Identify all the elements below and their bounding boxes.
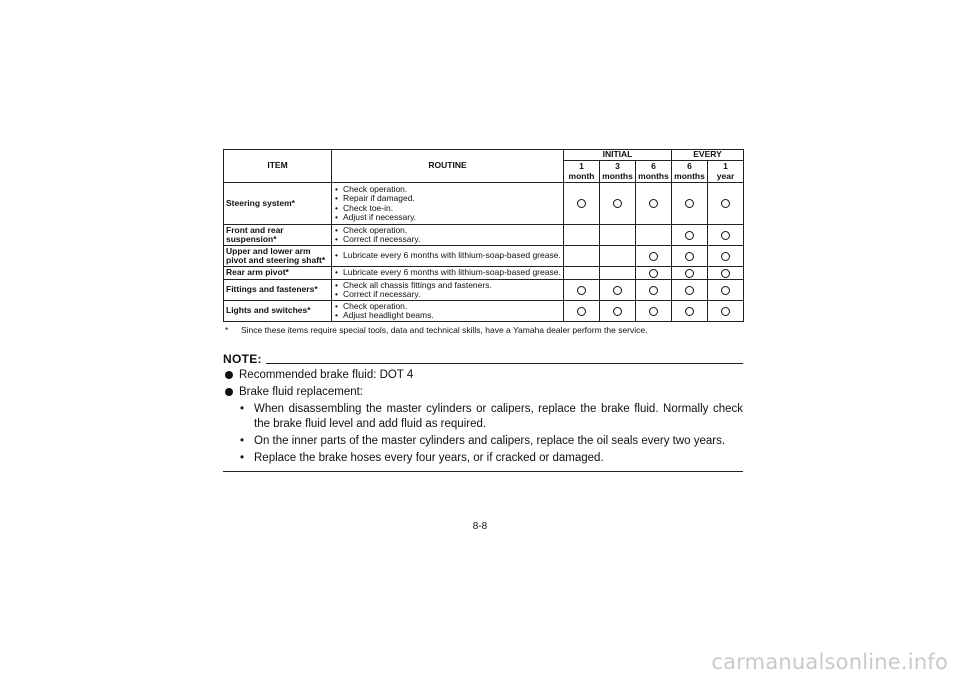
maintenance-table bbox=[223, 149, 744, 322]
table-row bbox=[224, 225, 744, 246]
note-bullet: Brake fluid replacement: bbox=[223, 385, 743, 400]
routine-cell bbox=[332, 225, 564, 246]
item-cell: Front and rear suspension* bbox=[224, 225, 332, 246]
header-interval: 3 months bbox=[600, 161, 636, 183]
circle-mark-icon bbox=[613, 199, 622, 208]
interval-cell bbox=[564, 280, 600, 301]
item-cell: Upper and lower arm pivot and steering shaft* bbox=[224, 246, 332, 267]
circle-mark-icon bbox=[577, 286, 586, 295]
interval-cell bbox=[636, 267, 672, 280]
interval-cell bbox=[600, 267, 636, 280]
circle-mark-icon bbox=[721, 231, 730, 240]
header-interval: 1 month bbox=[564, 161, 600, 183]
routine-step: • Correct if necessary. bbox=[334, 290, 561, 299]
circle-mark-icon bbox=[721, 252, 730, 261]
note-sub-bullet: • Replace the brake hoses every four years, or if cracked or damaged. bbox=[240, 452, 604, 464]
bullet-dot-icon bbox=[225, 371, 233, 379]
circle-mark-icon bbox=[577, 307, 586, 316]
circle-mark-icon bbox=[649, 269, 658, 278]
circle-mark-icon bbox=[577, 199, 586, 208]
interval-cell bbox=[708, 225, 744, 246]
circle-mark-icon bbox=[685, 252, 694, 261]
interval-cell bbox=[708, 183, 744, 225]
interval-cell bbox=[600, 183, 636, 225]
interval-cell bbox=[600, 225, 636, 246]
note-sub-bullet: • On the inner parts of the master cylinders and calipers, replace the oil seals every two years. bbox=[240, 435, 726, 447]
interval-cell bbox=[672, 225, 708, 246]
circle-mark-icon bbox=[721, 199, 730, 208]
circle-mark-icon bbox=[649, 286, 658, 295]
routine-cell bbox=[332, 267, 564, 280]
interval-cell bbox=[636, 225, 672, 246]
routine-step: • Lubricate every 6 months with lithium-soap-based grease. bbox=[334, 268, 561, 277]
circle-mark-icon bbox=[649, 199, 658, 208]
watermark: carmanualsonline.info bbox=[711, 650, 948, 674]
routine-step: • Check toe-in. bbox=[334, 204, 561, 213]
routine-step: • Check operation. bbox=[334, 302, 561, 311]
routine-step: • Lubricate every 6 months with lithium-soap-based grease. bbox=[334, 251, 561, 260]
item-cell: Fittings and fasteners* bbox=[224, 280, 332, 301]
interval-cell bbox=[600, 301, 636, 322]
routine-step: • Correct if necessary. bbox=[334, 235, 561, 244]
header-item: ITEM bbox=[224, 150, 332, 183]
interval-cell bbox=[708, 267, 744, 280]
routine-step: • Repair if damaged. bbox=[334, 194, 561, 203]
interval-cell bbox=[672, 246, 708, 267]
circle-mark-icon bbox=[685, 199, 694, 208]
routine-step: • Check all chassis fittings and fasteners. bbox=[334, 281, 561, 290]
interval-cell bbox=[708, 301, 744, 322]
circle-mark-icon bbox=[721, 286, 730, 295]
circle-mark-icon bbox=[685, 286, 694, 295]
circle-mark-icon bbox=[649, 307, 658, 316]
table-row bbox=[224, 267, 744, 280]
routine-step: • Adjust if necessary. bbox=[334, 213, 561, 222]
header-initial: INITIAL bbox=[564, 150, 672, 161]
interval-cell bbox=[672, 301, 708, 322]
interval-cell bbox=[672, 267, 708, 280]
note-body bbox=[223, 368, 743, 466]
item-cell: Steering system* bbox=[224, 183, 332, 225]
item-cell: Lights and switches* bbox=[224, 301, 332, 322]
table-footnote bbox=[223, 325, 743, 335]
interval-cell bbox=[636, 301, 672, 322]
interval-cell bbox=[600, 246, 636, 267]
note-title: NOTE: bbox=[223, 352, 262, 366]
circle-mark-icon bbox=[685, 307, 694, 316]
circle-mark-icon bbox=[649, 252, 658, 261]
document-content bbox=[223, 149, 743, 472]
routine-step: • Adjust headlight beams. bbox=[334, 311, 561, 320]
routine-cell bbox=[332, 301, 564, 322]
interval-cell bbox=[564, 267, 600, 280]
note-bullet: Recommended brake fluid: DOT 4 bbox=[223, 368, 743, 383]
routine-cell bbox=[332, 246, 564, 267]
interval-cell bbox=[564, 246, 600, 267]
interval-cell bbox=[564, 183, 600, 225]
interval-cell bbox=[636, 246, 672, 267]
note-header bbox=[223, 352, 743, 366]
header-every: EVERY bbox=[672, 150, 744, 161]
interval-cell bbox=[564, 301, 600, 322]
bullet-dot-icon bbox=[225, 388, 233, 396]
page-number: 8-8 bbox=[472, 521, 488, 532]
interval-cell bbox=[672, 280, 708, 301]
circle-mark-icon bbox=[721, 269, 730, 278]
header-routine: ROUTINE bbox=[332, 150, 564, 183]
table-row bbox=[224, 183, 744, 225]
routine-step: • Check operation. bbox=[334, 185, 561, 194]
routine-step: • Check operation. bbox=[334, 226, 561, 235]
footnote-text: Since these items require special tools, data and technical skills, have a Yamaha dealer perform the service. bbox=[241, 325, 648, 335]
interval-cell bbox=[672, 183, 708, 225]
interval-cell bbox=[600, 280, 636, 301]
circle-mark-icon bbox=[685, 231, 694, 240]
circle-mark-icon bbox=[721, 307, 730, 316]
interval-cell bbox=[564, 225, 600, 246]
table-row bbox=[224, 280, 744, 301]
item-cell: Rear arm pivot* bbox=[224, 267, 332, 280]
note-sub-bullet: • When disassembling the master cylinders or calipers, replace the brake fluid. Normally check the brake fluid level and add fluid as required. bbox=[240, 403, 743, 430]
interval-cell bbox=[636, 183, 672, 225]
table-row bbox=[224, 246, 744, 267]
table-body bbox=[224, 183, 744, 322]
footnote-mark: * bbox=[225, 325, 229, 335]
circle-mark-icon bbox=[613, 286, 622, 295]
header-interval: 6 months bbox=[636, 161, 672, 183]
circle-mark-icon bbox=[685, 269, 694, 278]
interval-cell bbox=[708, 246, 744, 267]
interval-cell bbox=[636, 280, 672, 301]
header-interval: 6 months bbox=[672, 161, 708, 183]
routine-cell bbox=[332, 280, 564, 301]
note-rule bbox=[266, 363, 743, 364]
routine-cell bbox=[332, 183, 564, 225]
header-interval: 1 year bbox=[708, 161, 744, 183]
note-end-rule bbox=[223, 471, 743, 472]
circle-mark-icon bbox=[613, 307, 622, 316]
interval-cell bbox=[708, 280, 744, 301]
table-row bbox=[224, 301, 744, 322]
